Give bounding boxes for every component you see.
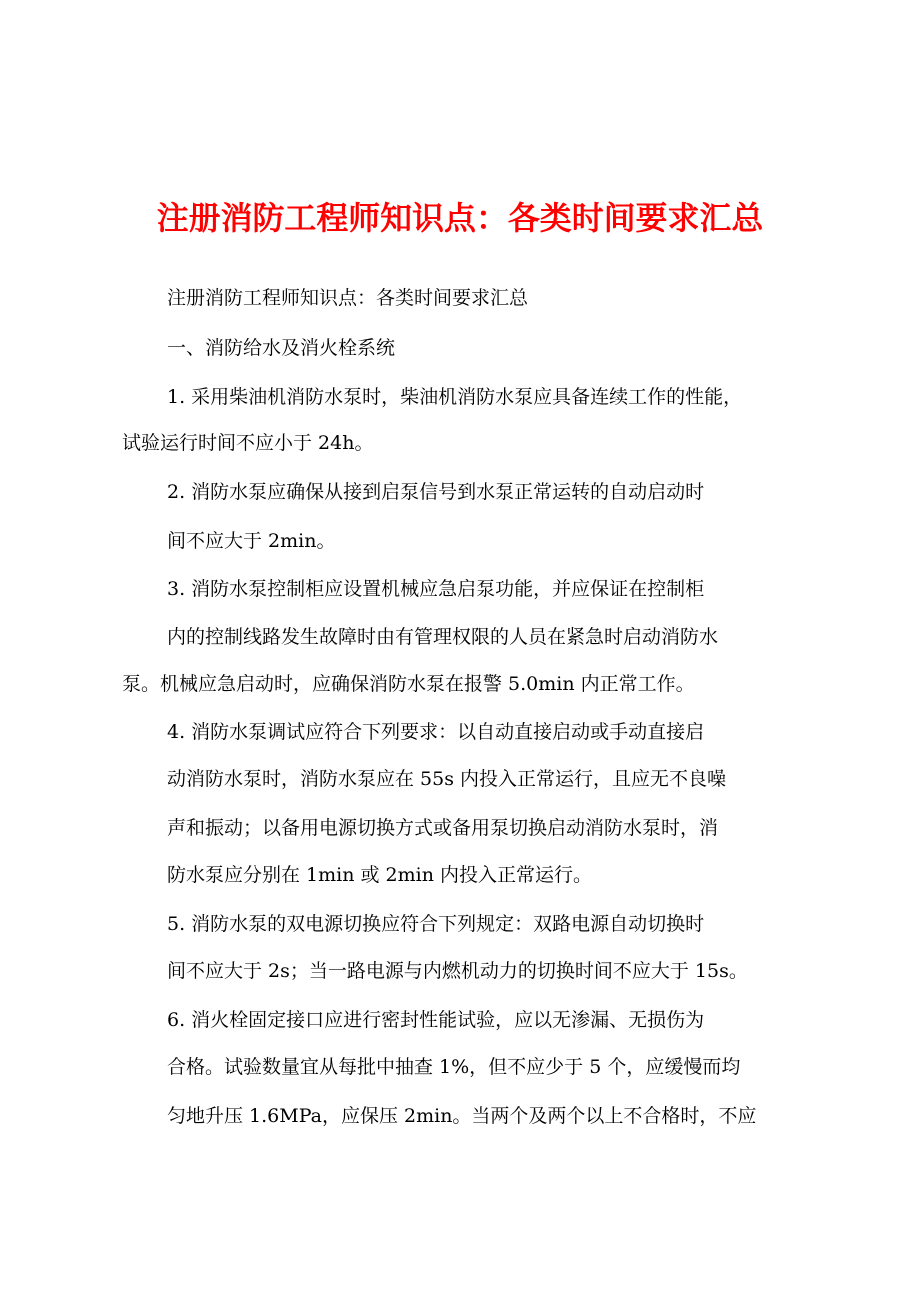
section-heading: 一、消防给水及消火栓系统 (167, 337, 396, 359)
paragraph-line: 内的控制线路发生故障时由有管理权限的人员在紧急时启动消防水 (167, 626, 719, 648)
paragraph-line: 1. 采用柴油机消防水泵时，柴油机消防水泵应具备连续工作的性能， (167, 386, 743, 408)
paragraph-line: 间不应大于 2s；当一路电源与内燃机动力的切换时间不应大于 15s。 (167, 960, 748, 982)
paragraph-line: 声和振动；以备用电源切换方式或备用泵切换启动消防水泵时，消 (167, 817, 719, 839)
paragraph-line: 6. 消火栓固定接口应进行密封性能试验，应以无渗漏、无损伤为 (167, 1009, 705, 1031)
paragraph-line: 4. 消防水泵调试应符合下列要求：以自动直接启动或手动直接启 (167, 721, 705, 743)
paragraph-line: 间不应大于 2min。 (167, 530, 336, 552)
paragraph-line: 动消防水泵时，消防水泵应在 55s 内投入正常运行，且应无不良噪 (167, 768, 727, 790)
subtitle-line: 注册消防工程师知识点：各类时间要求汇总 (167, 287, 529, 309)
paragraph-line: 2. 消防水泵应确保从接到启泵信号到水泵正常运转的自动启动时 (167, 481, 705, 503)
paragraph-line: 合格。试验数量宜从每批中抽查 1%，但不应少于 5 个，应缓慢而均 (167, 1056, 741, 1078)
paragraph-line: 防水泵应分别在 1min 或 2min 内投入正常运行。 (167, 864, 592, 886)
paragraph-line: 3. 消防水泵控制柜应设置机械应急启泵功能，并应保证在控制柜 (167, 578, 705, 600)
document-title: 注册消防工程师知识点：各类时间要求汇总 (156, 199, 764, 237)
paragraph-line: 泵。机械应急启动时，应确保消防水泵在报警 5.0min 内正常工作。 (122, 673, 695, 695)
paragraph-line: 试验运行时间不应小于 24h。 (122, 432, 374, 454)
paragraph-line: 匀地升压 1.6MPa，应保压 2min。当两个及两个以上不合格时，不应 (167, 1105, 757, 1127)
paragraph-line: 5. 消防水泵的双电源切换应符合下列规定：双路电源自动切换时 (167, 913, 705, 935)
